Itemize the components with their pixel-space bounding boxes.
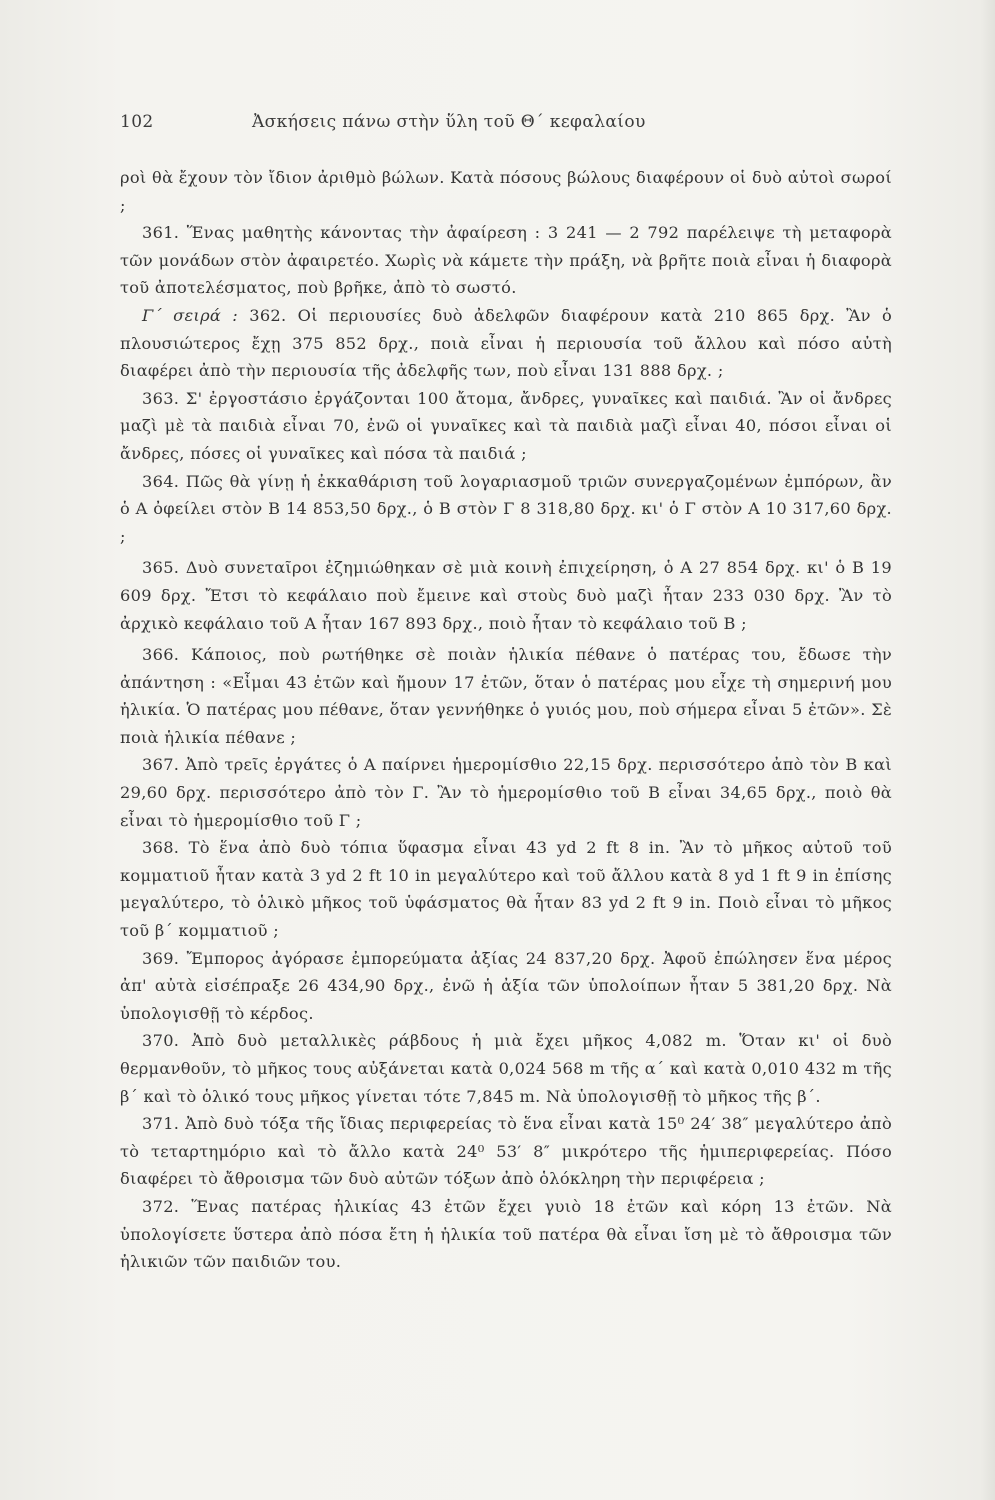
page-number: 102 [120, 112, 154, 132]
exercise-text [120, 164, 892, 1276]
paragraph-continuation: ροὶ θὰ ἔχουν τὸν ἴδιον ἀριθμὸ βώλων. Κατὰ πόσους βώλους διαφέρουν οἱ δυὸ αὐτοὶ σωροί ; [120, 168, 892, 215]
exercise-371: 371. Ἀπὸ δυὸ τόξα τῆς ἴδιας περιφερείας τὸ ἕνα εἶναι κατὰ 15⁰ 24′ 38″ μεγαλύτερο ἀπὸ τὸ τεταρτημόριο καὶ τὸ ἄλλο κατὰ 24⁰ 53′ 8″ μικρότερο τῆς ἡμιπεριφερείας. Πόσο διαφέρει τὸ ἄθροισμα τῶν δυὸ αὐτῶν τόξων ἀπὸ ὁλόκληρη τὴν περιφέρεια ; [120, 1114, 892, 1189]
exercise-361: 361. Ἕνας μαθητὴς κάνοντας τὴν ἀφαίρεση : 3 241 — 2 792 παρέλειψε τὴ μεταφορὰ τῶν μονάδων στὸν ἀφαιρετέο. Χωρὶς νὰ κάμετε τὴν πράξη, νὰ βρῆτε ποιὰ εἶναι ἡ διαφορὰ τοῦ ἀποτελέσματος, ποὺ βρῆκε, ἀπὸ τὸ σωστό. [120, 223, 892, 298]
running-header [120, 112, 890, 140]
exercise-372: 372. Ἕνας πατέρας ἡλικίας 43 ἐτῶν ἔχει γυιὸ 18 ἐτῶν καὶ κόρη 13 ἐτῶν. Νὰ ὑπολογίσετε ὕστερα ἀπὸ πόσα ἔτη ἡ ἡλικία τοῦ πατέρα θὰ εἶναι ἴση μὲ τὸ ἄθροισμα τῶν ἡλικιῶν τῶν παιδιῶν του. [120, 1196, 892, 1272]
exercise-364: 364. Πῶς θὰ γίνῃ ἡ ἐκκαθάριση τοῦ λογαριασμοῦ τριῶν συνεργαζομένων ἐμπόρων, ἂν ὁ Α ὀφείλει στὸν Β 14 853,50 δρχ., ὁ Β στὸν Γ 8 318,80 δρχ. κι' ὁ Γ στὸν Α 10 317,60 δρχ. ; [120, 471, 892, 546]
series-heading: Γ΄ σειρά : [142, 305, 239, 325]
exercise-366: 366. Κάποιος, ποὺ ρωτήθηκε σὲ ποιὰν ἡλικία πέθανε ὁ πατέρας του, ἔδωσε τὴν ἀπάντηση : «Εἶμαι 43 ἐτῶν καὶ ἤμουν 17 ἐτῶν, ὅταν ὁ πατέρας μου εἶχε τὴ σημερινή μου ἡλικία. Ὁ πατέρας μου πέθανε, ὅταν γεννήθηκε ὁ γυιός μου, ποὺ σήμερα εἶναι 5 ἐτῶν». Σὲ ποιὰ ἡλικία πέθανε ; [120, 645, 892, 747]
exercise-362-text: 362. Οἱ περιουσίες δυὸ ἀδελφῶν διαφέρουν κατὰ 210 865 δρχ. Ἂν ὁ πλουσιώτερος ἔχῃ 375 852 δρχ., ποιὰ εἶναι ἡ περιουσία τοῦ ἄλλου καὶ πόσο αὐτὴ διαφέρει ἀπὸ τὴν περιουσία τῆς ἀδελφῆς των, ποὺ εἶναι 131 888 δρχ. ; [120, 305, 892, 381]
exercise-368: 368. Τὸ ἕνα ἀπὸ δυὸ τόπια ὕφασμα εἶναι 43 yd 2 ft 8 in. Ἂν τὸ μῆκος αὐτοῦ τοῦ κομματιοῦ ἦταν κατὰ 3 yd 2 ft 10 in μεγαλύτερο καὶ τοῦ ἄλλου κατὰ 8 yd 1 ft 9 in ἐπίσης μεγαλύτερο, τὸ ὁλικὸ μῆκος τοῦ ὑφάσματος θὰ ἦταν 83 yd 2 ft 9 in. Ποιὸ εἶναι τὸ μῆκος τοῦ β΄ κομματιοῦ ; [120, 838, 892, 941]
exercise-369: 369. Ἔμπορος ἀγόρασε ἐμπορεύματα ἀξίας 24 837,20 δρχ. Ἀφοῦ ἐπώλησεν ἕνα μέρος ἀπ' αὐτὰ εἰσέπραξε 26 434,90 δρχ., ἐνῶ ἡ ἀξία τῶν ὑπολοίπων ἦταν 5 381,20 δρχ. Νὰ ὑπολογισθῇ τὸ κέρδος. [120, 948, 892, 1023]
running-title: Ἀσκήσεις πάνω στὴν ὕλη τοῦ Θ΄ κεφαλαίου [252, 112, 646, 132]
page-edge-shadow [981, 0, 995, 1500]
exercise-363: 363. Σ' ἐργοστάσιο ἐργάζονται 100 ἄτομα, ἄνδρες, γυναῖκες καὶ παιδιά. Ἂν οἱ ἄνδρες μαζὶ μὲ τὰ παιδιὰ εἶναι 70, ἐνῶ οἱ γυναῖκες καὶ τὰ παιδιὰ μαζὶ εἶναι 40, πόσοι εἶναι οἱ ἄνδρες, πόσες οἱ γυναῖκες καὶ πόσα τὰ παιδιά ; [120, 388, 892, 463]
exercise-367: 367. Ἀπὸ τρεῖς ἐργάτες ὁ Α παίρνει ἡμερομίσθιο 22,15 δρχ. περισσότερο ἀπὸ τὸν Β καὶ 29,60 δρχ. περισσότερο ἀπὸ τὸν Γ. Ἂν τὸ ἡμερομίσθιο τοῦ Β εἶναι 34,65 δρχ., ποιὸ θὰ εἶναι τὸ ἡμερομίσθιο τοῦ Γ ; [120, 755, 892, 830]
exercise-362 [120, 302, 892, 385]
exercise-370: 370. Ἀπὸ δυὸ μεταλλικὲς ράβδους ἡ μιὰ ἔχει μῆκος 4,082 m. Ὅταν κι' οἱ δυὸ θερμανθοῦν, τὸ μῆκος τους αὐξάνεται κατὰ 0,024 568 m τῆς α΄ καὶ κατὰ 0,010 432 m τῆς β΄ καὶ τὸ ὁλικό τους μῆκος γίνεται τότε 7,845 m. Νὰ ὑπολογισθῇ τὸ μῆκος τῆς β΄. [120, 1031, 892, 1106]
exercise-365: 365. Δυὸ συνεταῖροι ἐζημιώθηκαν σὲ μιὰ κοινὴ ἐπιχείρηση, ὁ Α 27 854 δρχ. κι' ὁ Β 19 609 δρχ. Ἔτσι τὸ κεφάλαιο ποὺ ἔμεινε καὶ στοὺς δυὸ μαζὶ ἦταν 233 030 δρχ. Ἂν τὸ ἀρχικὸ κεφάλαιο τοῦ Α ἦταν 167 893 δρχ., ποιὸ ἦταν τὸ κεφάλαιο τοῦ Β ; [120, 558, 892, 633]
